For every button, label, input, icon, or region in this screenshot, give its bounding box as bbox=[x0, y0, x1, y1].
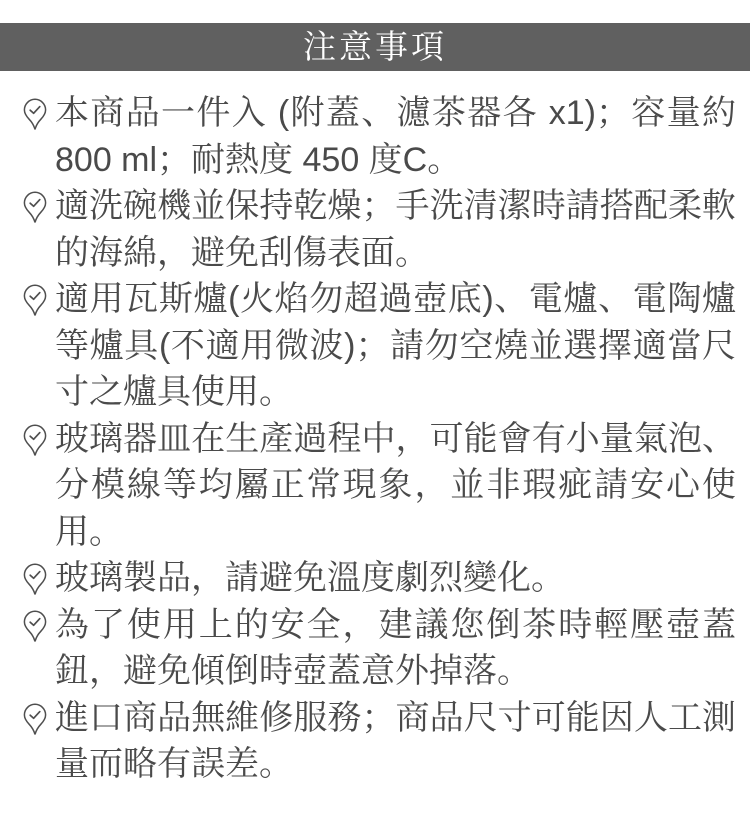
notice-item-text: 進口商品無維修服務；商品尺寸可能因人工測量而略有誤差。 bbox=[55, 698, 736, 783]
notice-item-text: 適洗碗機並保持乾燥；手洗清潔時請搭配柔軟的海綿，避免刮傷表面。 bbox=[55, 187, 736, 272]
notice-item-text: 本商品一件入 (附蓋、濾茶器各 x1)；容量約 800 ml；耐熱度 450 度C。 bbox=[55, 94, 736, 179]
notice-item-text: 玻璃器皿在生產過程中，可能會有小量氣泡、分模線等均屬正常現象，並非瑕疵請安心使用。 bbox=[55, 419, 736, 551]
pin-check-icon bbox=[23, 98, 47, 131]
pin-check-icon bbox=[23, 191, 47, 224]
notice-item-text: 適用瓦斯爐(火焰勿超過壺底)、電爐、電陶爐等爐具(不適用微波)；請勿空燒並選擇適當尺寸之爐具使用。 bbox=[55, 280, 736, 411]
notice-item bbox=[22, 416, 736, 556]
notice-item bbox=[22, 276, 736, 416]
product-notice-page bbox=[0, 23, 750, 813]
pin-check-icon bbox=[23, 610, 47, 643]
notice-item-text: 玻璃製品，請避免溫度劇烈變化。 bbox=[55, 559, 565, 597]
notice-item bbox=[22, 90, 736, 183]
notice-list bbox=[0, 90, 750, 788]
pin-check-icon bbox=[23, 703, 47, 736]
notice-item bbox=[22, 183, 736, 276]
section-title: 注意事項 bbox=[303, 28, 447, 65]
notice-item bbox=[22, 695, 736, 788]
pin-check-icon bbox=[23, 563, 47, 596]
section-title-bar bbox=[0, 23, 750, 71]
notice-item bbox=[22, 555, 736, 602]
notice-item-text: 為了使用上的安全，建議您倒茶時輕壓壺蓋鈕，避免傾倒時壺蓋意外掉落。 bbox=[55, 605, 736, 690]
notice-item bbox=[22, 602, 736, 695]
pin-check-icon bbox=[23, 424, 47, 457]
pin-check-icon bbox=[23, 284, 47, 317]
